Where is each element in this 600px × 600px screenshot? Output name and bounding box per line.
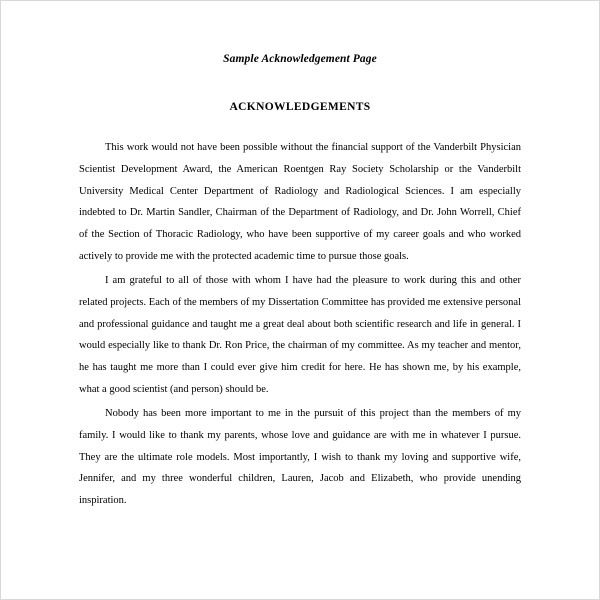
paragraph-3: Nobody has been more important to me in the pursuit of this project than the members of my family. I would like to thank my parents, whose love and guidance are with me in whatever I pursue. They are the ultimate role models. Most importantly, I wish to thank my loving and supportive wife, Jennifer, and my three wonderful children, Lauren, Jacob and Elizabeth, who provide unending inspiration. xyxy=(79,407,521,507)
paragraph-1: This work would not have been possible without the financial support of the Vanderbilt Physician Scientist Development Award, the American Roentgen Ray Society Scholarship or the Vanderbilt University Medical Center Department of Radiology and Radiological Sciences. I am especially indebted to Dr. Martin Sandler, Chairman of the Department of Radiology, and Dr. John Worrell, Chief of the Section of Thoracic Radiology, who have been supportive of my career goals and who worked actively to provide me with the protected academic time to pursue those goals. xyxy=(79,142,521,263)
paragraph-2: I am grateful to all of those with whom I have had the pleasure to work during this and other related projects. Each of the members of my Dissertation Committee has provided me extensive personal and professional guidance and taught me a great deal about both scientific research and life in general. I would especially like to thank Dr. Ron Price, the chairman of my committee. As my teacher and mentor, he has taught me more than I could ever give him credit for here. He has shown me, by his example, what a good scientist (and person) should be. xyxy=(79,274,521,396)
document-sheet xyxy=(1,1,599,599)
document-header: Sample Acknowledgement Page xyxy=(223,53,377,65)
page-title: ACKNOWLEDGEMENTS xyxy=(229,101,371,113)
